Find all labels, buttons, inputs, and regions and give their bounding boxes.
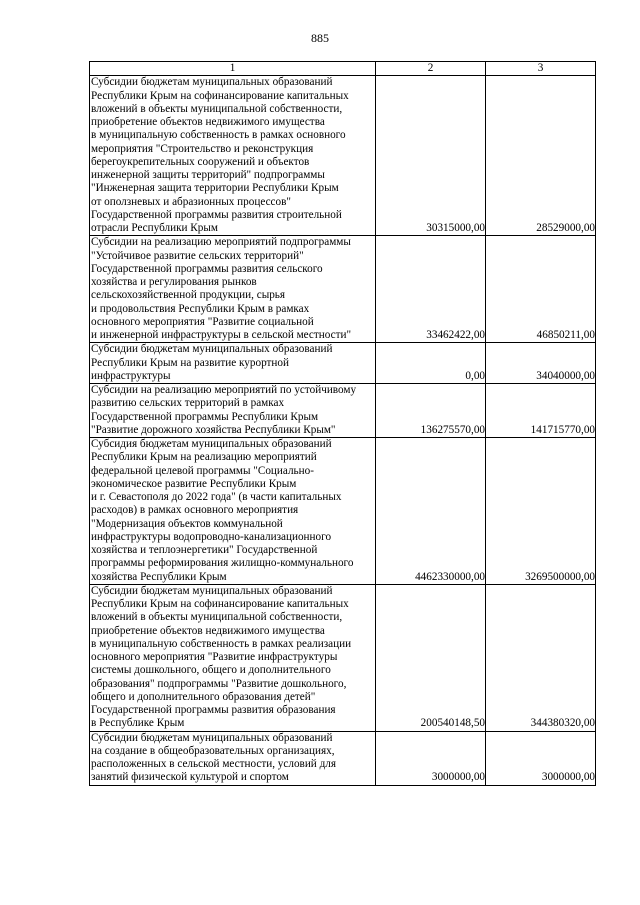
row-amount-col2: 4462330000,00 (376, 438, 486, 585)
table-header-row (90, 62, 596, 76)
row-amount-col3: 3000000,00 (486, 731, 596, 785)
row-description: Субсидии на реализацию мероприятий по устойчивому развитию сельских территорий в рамках Государственной программы Республики Крым "Развитие дорожного хозяйства Республики Крым" (90, 384, 376, 438)
row-description: Субсидия бюджетам муниципальных образований Республики Крым на реализацию мероприятий федеральной целевой программы "Социально- экономическое развитие Республики Крым и г. Севастополя до 2022 года" (в части капитальных расходов) в рамках основного мероприятия "Модернизация объектов коммунальной инфраструктуры водопроводно-канализационного хозяйства и теплоэнергетики" Государственной программы реформирования жилищно-коммунального хозяйства Республики Крым (90, 438, 376, 585)
row-amount-col2: 33462422,00 (376, 236, 486, 343)
column-header-2: 2 (376, 62, 486, 76)
table-row (90, 584, 596, 731)
row-amount-col3: 34040000,00 (486, 343, 596, 384)
row-amount-col2: 0,00 (376, 343, 486, 384)
budget-table (89, 61, 596, 786)
table-row (90, 438, 596, 585)
table-row (90, 384, 596, 438)
row-amount-col3: 46850211,00 (486, 236, 596, 343)
page-number: 885 (311, 31, 329, 45)
row-amount-col3: 3269500000,00 (486, 438, 596, 585)
row-amount-col2: 30315000,00 (376, 76, 486, 236)
row-amount-col3: 28529000,00 (486, 76, 596, 236)
table-row (90, 236, 596, 343)
row-description: Субсидии бюджетам муниципальных образований на создание в общеобразовательных организациях, расположенных в сельской местности, условий для занятий физической культурой и спортом (90, 731, 376, 785)
row-description: Субсидии на реализацию мероприятий подпрограммы "Устойчивое развитие сельских территорий" Государственной программы развития сельского хозяйства и регулирования рынков сельскохозяйственной продукции, сырья и продовольствия Республики Крым в рамках основного мероприятия "Развитие социальной и инженерной инфраструктуры в сельской местности" (90, 236, 376, 343)
column-header-3: 3 (486, 62, 596, 76)
row-amount-col3: 344380320,00 (486, 584, 596, 731)
table-row (90, 343, 596, 384)
row-amount-col2: 200540148,50 (376, 584, 486, 731)
table-row (90, 76, 596, 236)
row-amount-col3: 141715770,00 (486, 384, 596, 438)
row-description: Субсидии бюджетам муниципальных образований Республики Крым на софинансирование капитальных вложений в объекты муниципальной собственности, приобретение объектов недвижимого имущества в муниципальную собственность в рамках реализации основного мероприятия "Развитие инфраструктуры системы дошкольного, общего и дополнительного образования" подпрограммы "Развитие дошкольного, общего и дополнительного образования детей" Государственной программы развития образования в Республике Крым (90, 584, 376, 731)
row-description: Субсидии бюджетам муниципальных образований Республики Крым на развитие курортной инфраструктуры (90, 343, 376, 384)
row-amount-col2: 136275570,00 (376, 384, 486, 438)
table-row (90, 731, 596, 785)
row-description: Субсидии бюджетам муниципальных образований Республики Крым на софинансирование капитальных вложений в объекты муниципальной собственности, приобретение объектов недвижимого имущества в муниципальную собственность в рамках основного мероприятия "Строительство и реконструкция берегоукрепительных сооружений и объектов инженерной защиты территорий" подпрограммы "Инженерная защита территории Республики Крым от оползневых и абразионных процессов" Государственной программы развития строительной отрасли Республики Крым (90, 76, 376, 236)
row-amount-col2: 3000000,00 (376, 731, 486, 785)
column-header-1: 1 (90, 62, 376, 76)
